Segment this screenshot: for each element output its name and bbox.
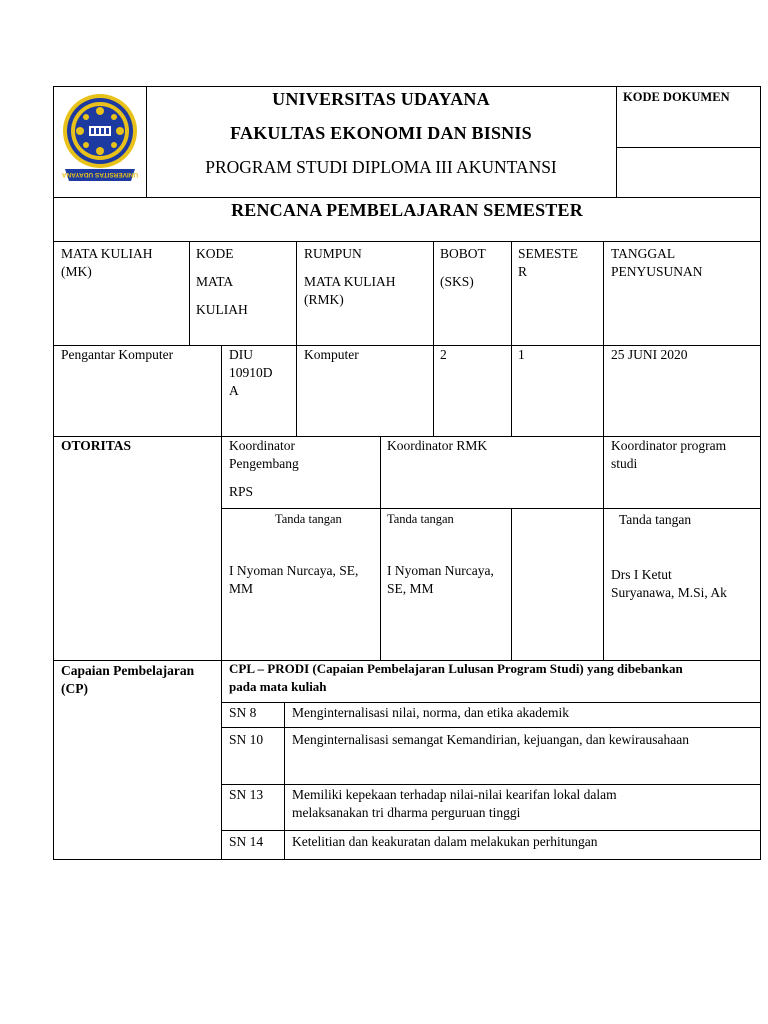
col-mk-line2: (MK) xyxy=(61,264,92,279)
col-tanggal-line1: TANGGAL xyxy=(611,246,676,261)
course-code-line2: 10910D xyxy=(229,365,273,380)
course-rumpun: Komputer xyxy=(304,347,359,362)
sign2-name-line1: I Nyoman Nurcaya, xyxy=(387,563,494,578)
cpl-heading-line1: CPL – PRODI (Capaian Pembelajaran Lulusan Program Studi) yang dibebankan xyxy=(229,661,683,676)
course-date: 25 JUNI 2020 xyxy=(611,347,688,362)
cp-item-text-line2: melaksanakan tri dharma perguruan tinggi xyxy=(292,805,521,820)
sign3-label: Tanda tangan xyxy=(619,512,692,527)
sign3-name-line1: Drs I Ketut xyxy=(611,567,672,582)
col-semester-line1: SEMESTE xyxy=(518,246,579,261)
cp-item-text: Menginternalisasi semangat Kemandirian, kejuangan, dan kewirausahaan xyxy=(292,732,689,747)
col-bobot-line1: BOBOT xyxy=(440,246,486,261)
course-name: Pengantar Komputer xyxy=(61,347,174,362)
sign1-name-line1: I Nyoman Nurcaya, SE, xyxy=(229,563,359,578)
cp-item-code: SN 10 xyxy=(229,732,264,747)
faculty-name: FAKULTAS EKONOMI DAN BISNIS xyxy=(230,123,532,143)
koord-pengembang-line3: RPS xyxy=(229,484,254,499)
document-title: RENCANA PEMBELAJARAN SEMESTER xyxy=(231,200,583,220)
sign1-name-line2: MM xyxy=(229,581,254,596)
col-rumpun-line2: MATA KULIAH xyxy=(304,274,396,289)
koord-rmk: Koordinator RMK xyxy=(387,438,488,453)
col-semester-line2: R xyxy=(518,264,528,279)
koord-pengembang-line2: Pengembang xyxy=(229,456,299,471)
koord-pengembang-line1: Koordinator xyxy=(229,438,295,453)
cp-label-line2: (CP) xyxy=(61,681,88,696)
course-code-line3: A xyxy=(229,383,239,398)
col-tanggal-line2: PENYUSUNAN xyxy=(611,264,703,279)
koord-prodi-line2: studi xyxy=(611,456,638,471)
course-sks: 2 xyxy=(440,347,447,362)
col-kode-line2: MATA xyxy=(196,274,234,289)
course-code-line1: DIU xyxy=(229,347,253,362)
university-logo xyxy=(61,93,139,185)
sign2-label: Tanda tangan xyxy=(387,512,454,526)
sign1-label: Tanda tangan xyxy=(275,512,342,526)
col-mk-line1: MATA KULIAH xyxy=(61,246,153,261)
cp-item-code: SN 8 xyxy=(229,705,257,720)
koord-prodi-line1: Koordinator program xyxy=(611,438,727,453)
course-semester: 1 xyxy=(518,347,525,362)
cp-label-line1: Capaian Pembelajaran xyxy=(61,663,195,678)
cp-item-code: SN 13 xyxy=(229,787,264,802)
otoritas-label: OTORITAS xyxy=(61,438,132,453)
cpl-heading-line2: pada mata kuliah xyxy=(229,679,327,694)
sign2-name-line2: SE, MM xyxy=(387,581,434,596)
cp-item-text: Menginternalisasi nilai, norma, dan etika akademik xyxy=(292,705,570,720)
col-rumpun-line3: (RMK) xyxy=(304,292,344,307)
cp-item-text: Memiliki kepekaan terhadap nilai-nilai kearifan lokal dalam xyxy=(292,787,617,802)
col-bobot-line2: (SKS) xyxy=(440,274,474,289)
col-kode-line3: KULIAH xyxy=(196,302,248,317)
program-name: PROGRAM STUDI DIPLOMA III AKUNTANSI xyxy=(205,157,557,177)
logo-banner-text: UNIVERSITAS UDAYANA xyxy=(61,171,139,178)
cp-item-text: Ketelitian dan keakuratan dalam melakukan perhitungan xyxy=(292,834,598,849)
doc-code-label: KODE DOKUMEN xyxy=(623,90,730,104)
cp-item-code: SN 14 xyxy=(229,834,264,849)
sign3-name-line2: Suryanawa, M.Si, Ak xyxy=(611,585,727,600)
col-rumpun-line1: RUMPUN xyxy=(304,246,362,261)
university-name: UNIVERSITAS UDAYANA xyxy=(272,89,490,109)
col-kode-line1: KODE xyxy=(196,246,234,261)
